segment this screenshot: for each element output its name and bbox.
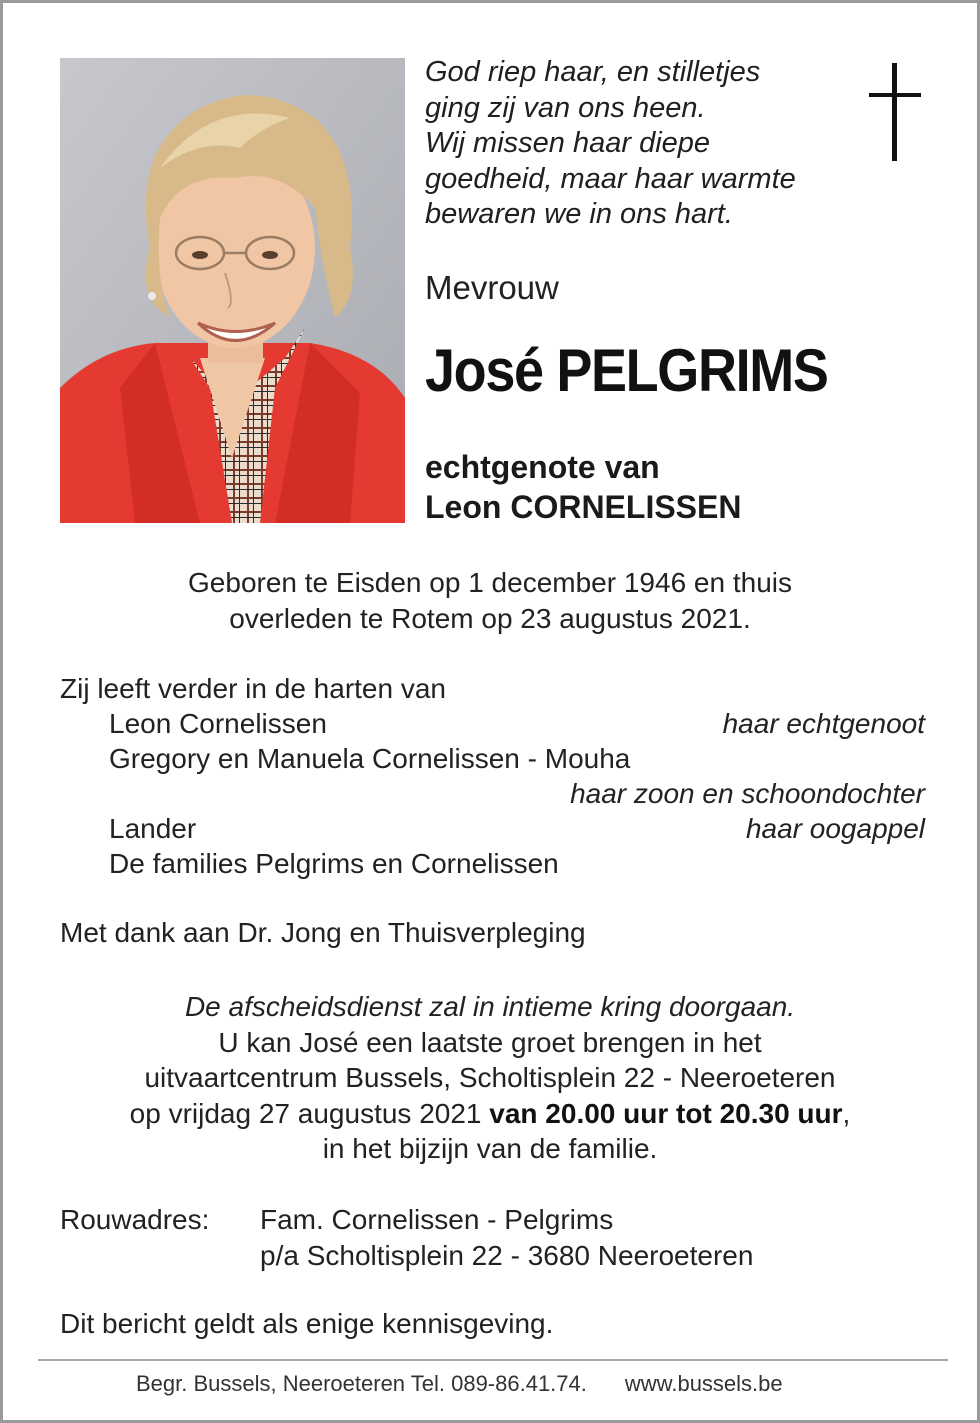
- survivor-name: De families Pelgrims en Cornelissen: [109, 848, 559, 879]
- service-hours: van 20.00 uur tot 20.30 uur: [489, 1097, 843, 1129]
- address-line: p/a Scholtisplein 22 - 3680 Neeroeteren: [260, 1239, 754, 1271]
- service-line: in het bijzijn van de familie.: [322, 1133, 658, 1164]
- survivor-name: Lander: [109, 813, 197, 844]
- spouse-info: [425, 447, 741, 527]
- spouse-relation: echtgenote van: [425, 449, 660, 485]
- birth-death-info: [3, 565, 977, 636]
- service-info: [3, 989, 977, 1167]
- list-item: [60, 846, 925, 881]
- service-line: U kan José een laatste groet brengen in het: [218, 1026, 762, 1058]
- cross-icon: [865, 63, 925, 163]
- footer-company: Begr. Bussels, Neeroeteren Tel. 089-86.41.74.: [136, 1371, 587, 1396]
- memorial-poem: [425, 55, 865, 233]
- service-line: De afscheidsdienst zal in intieme kring doorgaan.: [184, 991, 796, 1022]
- death-line: overleden te Rotem op 23 augustus 2021.: [229, 602, 751, 634]
- survivor-role: haar echtgenoot: [722, 708, 925, 739]
- survivors-intro: [60, 671, 925, 706]
- poem-line: Wij missen haar diepe: [425, 127, 711, 159]
- survivor-name: Leon Cornelissen: [109, 708, 327, 739]
- portrait-photo: [60, 58, 405, 523]
- address-line: Fam. Cornelissen - Pelgrims: [260, 1204, 614, 1235]
- notice-text: Dit bericht geldt als enige kennisgeving.: [60, 1308, 554, 1339]
- survivors-list: [60, 671, 925, 881]
- service-line: uitvaartcentrum Bussels, Scholtisplein 22 - Neeroeteren: [144, 1062, 836, 1093]
- list-item: [60, 776, 925, 811]
- honorific: Mevrouw: [425, 269, 559, 306]
- birth-line: Geboren te Eisden op 1 december 1946 en thuis: [188, 567, 792, 598]
- list-item: [60, 811, 925, 846]
- survivor-role: haar oogappel: [745, 813, 925, 844]
- spouse-name: Leon CORNELISSEN: [425, 489, 742, 525]
- survivor-name: Gregory en Manuela Cornelissen - Mouha: [109, 743, 631, 774]
- divider: [38, 1359, 948, 1361]
- poem-line: ging zij van ons heen.: [425, 91, 706, 124]
- survivor-role: haar zoon en schoondochter: [570, 778, 925, 809]
- poem-line: bewaren we in ons hart.: [425, 198, 733, 230]
- list-item: [60, 706, 925, 741]
- survivors-intro-text: Zij leeft verder in de harten van: [60, 673, 446, 704]
- list-item: [60, 741, 925, 776]
- thanks-note: Met dank aan Dr. Jong en Thuisverpleging: [60, 917, 586, 948]
- footer-website: www.bussels.be: [624, 1371, 783, 1396]
- service-time-line: [3, 1096, 977, 1132]
- poem-line: God riep haar, en stilletjes: [425, 56, 761, 88]
- address-label: Rouwadres:: [60, 1204, 210, 1235]
- service-punct: ,: [842, 1097, 851, 1129]
- poem-line: goedheid, maar haar warmte: [425, 162, 796, 195]
- service-date: op vrijdag 27 augustus 2021: [129, 1097, 490, 1129]
- footer: [136, 1371, 783, 1397]
- deceased-name: José PELGRIMS: [425, 337, 828, 404]
